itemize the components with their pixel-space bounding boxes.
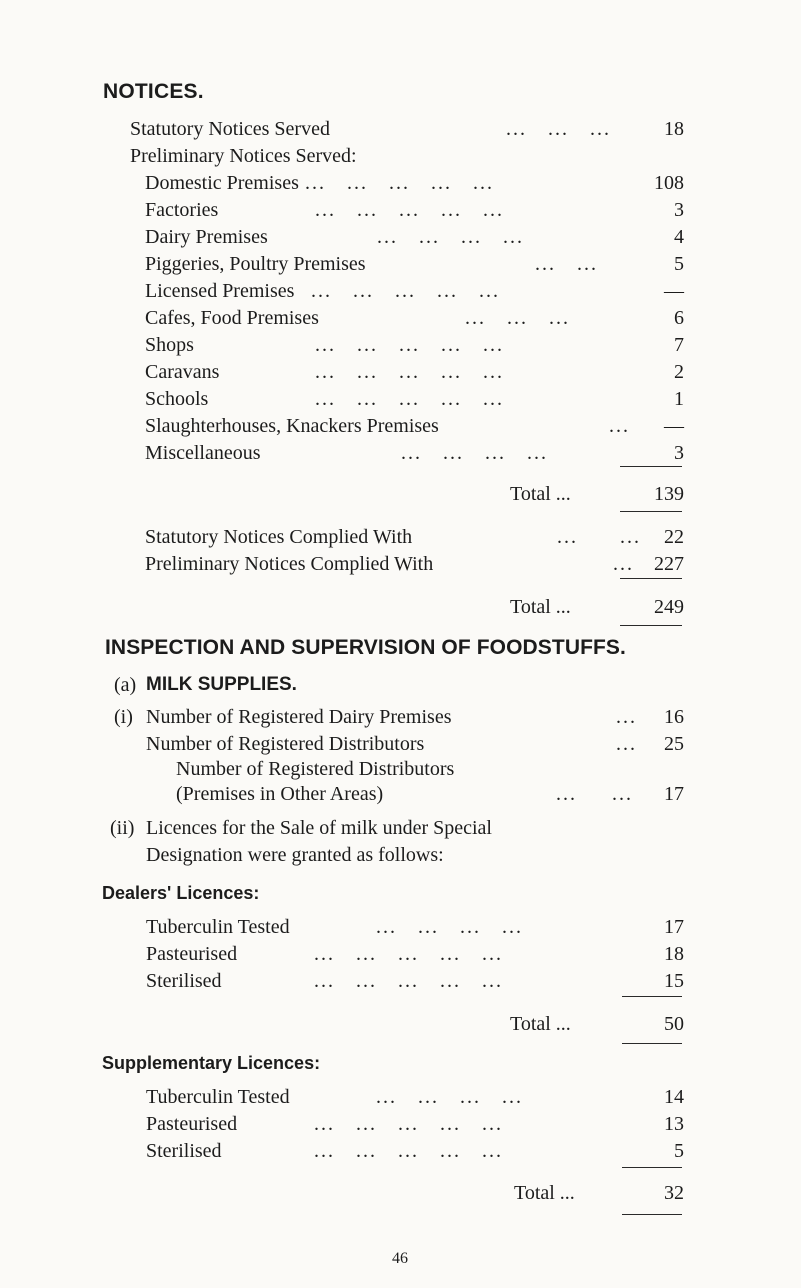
- row-label: Caravans: [145, 361, 220, 383]
- leader-dots: ... ...: [535, 253, 598, 275]
- total-rule: [620, 466, 682, 467]
- leader-dots: ... ... ... ...: [376, 916, 523, 938]
- row-label: Preliminary Notices Complied With: [145, 553, 434, 575]
- total-value: 139: [654, 483, 684, 505]
- total-rule: [622, 1214, 682, 1215]
- list-item: [145, 551, 684, 577]
- row-value: 22: [664, 526, 684, 548]
- row-value: 18: [664, 118, 684, 140]
- licences-text-line1: Licences for the Sale of milk under Special: [146, 817, 492, 839]
- list-item: [146, 731, 684, 757]
- total-value: 50: [664, 1013, 684, 1035]
- list-item: [146, 941, 684, 967]
- leader-dots: ... ... ... ... ...: [315, 334, 504, 356]
- row-label: Tuberculin Tested: [146, 916, 290, 938]
- row-label: Licensed Premises: [145, 280, 295, 302]
- list-item: [145, 305, 684, 331]
- leader-dots: ... ... ... ... ...: [305, 172, 494, 194]
- row-label: Factories: [145, 199, 219, 221]
- total-label: Total ...: [510, 483, 571, 505]
- row-label: Shops: [145, 334, 194, 356]
- row-label: Sterilised: [146, 1140, 222, 1162]
- row-value: 14: [664, 1086, 684, 1108]
- row-label: Schools: [145, 388, 209, 410]
- row-value: 13: [664, 1113, 684, 1135]
- row-label: Statutory Notices Served: [130, 118, 330, 140]
- list-item: [145, 413, 684, 439]
- leader-dots: ... ... ... ... ...: [315, 199, 504, 221]
- row-label: Number of Registered Distributors: [146, 733, 425, 755]
- row-label: Pasteurised: [146, 943, 238, 965]
- list-item: [145, 224, 684, 250]
- leader-dots: ... ...: [557, 526, 641, 548]
- leader-dots: ... ... ... ... ...: [311, 280, 500, 302]
- total-label: Total ...: [510, 1013, 571, 1035]
- total-label: Total ...: [514, 1182, 575, 1204]
- notices-heading: NOTICES.: [103, 80, 204, 103]
- row-value: 108: [654, 172, 684, 194]
- row-value: 4: [674, 226, 684, 248]
- item-i-marker: (i): [114, 706, 133, 728]
- list-item: [146, 704, 684, 730]
- total-rule: [622, 996, 682, 997]
- list-item: [145, 251, 684, 277]
- leader-dots: ...: [609, 415, 630, 437]
- leader-dots: ... ... ...: [465, 307, 570, 329]
- row-label: Piggeries, Poultry Premises: [145, 253, 366, 275]
- leader-dots: ... ... ... ... ...: [314, 1113, 503, 1135]
- total-rule: [622, 1043, 682, 1044]
- list-item: [145, 440, 684, 466]
- row-value: 5: [674, 253, 684, 275]
- row-value: 18: [664, 943, 684, 965]
- leader-dots: ... ... ... ... ...: [314, 970, 503, 992]
- milk-supplies-heading: MILK SUPPLIES.: [146, 674, 297, 695]
- row-value: 1: [674, 388, 684, 410]
- leader-dots: ... ... ... ...: [376, 1086, 523, 1108]
- row-value: 3: [674, 199, 684, 221]
- list-item: [146, 968, 684, 994]
- dealers-licences-heading: Dealers' Licences:: [102, 883, 260, 903]
- total-value: 32: [664, 1182, 684, 1204]
- row-label: Domestic Premises: [145, 172, 299, 194]
- row-value: 3: [674, 442, 684, 464]
- list-item: [145, 278, 684, 304]
- total-rule: [620, 578, 682, 579]
- total-label: Total ...: [510, 596, 571, 618]
- leader-dots: ... ... ... ... ...: [314, 943, 503, 965]
- row-label: Tuberculin Tested: [146, 1086, 290, 1108]
- list-item: [146, 914, 684, 940]
- total-rule: [620, 511, 682, 512]
- page-number: 46: [392, 1250, 408, 1267]
- subsection-a-marker: (a): [114, 674, 137, 696]
- list-item: [145, 170, 684, 196]
- total-rule: [622, 1167, 682, 1168]
- row-value: 6: [674, 307, 684, 329]
- row-value: 25: [664, 733, 684, 755]
- row-label: (Premises in Other Areas): [176, 783, 384, 805]
- leader-dots: ...: [616, 733, 637, 755]
- leader-dots: ... ... ... ...: [401, 442, 548, 464]
- row-label: Number of Registered Dairy Premises: [146, 706, 452, 728]
- row-value: 2: [674, 361, 684, 383]
- item-ii-marker: (ii): [110, 817, 135, 839]
- leader-dots: ...: [613, 553, 634, 575]
- total-value: 249: [654, 596, 684, 618]
- row-value: 17: [664, 916, 684, 938]
- licences-text-line2: Designation were granted as follows:: [146, 844, 444, 866]
- row-label: Statutory Notices Complied With: [145, 526, 413, 548]
- row-label: Miscellaneous: [145, 442, 261, 464]
- total-rule: [620, 625, 682, 626]
- leader-dots: ... ... ... ...: [377, 226, 524, 248]
- total-row: [450, 481, 684, 507]
- row-label: Cafes, Food Premises: [145, 307, 319, 329]
- statutory-notices-served-row: [130, 116, 684, 142]
- row-value: 17: [664, 783, 684, 805]
- row-value: 227: [654, 553, 684, 575]
- list-item: [146, 1084, 684, 1110]
- row-label: Number of Registered Distributors: [176, 758, 455, 780]
- row-label: Slaughterhouses, Knackers Premises: [145, 415, 439, 437]
- list-item: [145, 197, 684, 223]
- total-row: [450, 594, 684, 620]
- inspection-heading: INSPECTION AND SUPERVISION OF FOODSTUFFS.: [105, 636, 626, 659]
- leader-dots: ... ...: [556, 783, 633, 805]
- list-item: [145, 359, 684, 385]
- leader-dots: ... ... ... ... ...: [315, 361, 504, 383]
- row-label: Pasteurised: [146, 1113, 238, 1135]
- leader-dots: ... ... ...: [506, 118, 611, 140]
- leader-dots: ... ... ... ... ...: [314, 1140, 503, 1162]
- row-value: —: [664, 415, 684, 437]
- row-value: —: [664, 280, 684, 302]
- preliminary-notices-heading: Preliminary Notices Served:: [130, 145, 357, 167]
- list-item: [145, 332, 684, 358]
- row-value: 7: [674, 334, 684, 356]
- leader-dots: ...: [616, 706, 637, 728]
- list-item: [146, 1138, 684, 1164]
- row-value: 15: [664, 970, 684, 992]
- total-row: [450, 1180, 684, 1206]
- list-item: [145, 386, 684, 412]
- row-label: Dairy Premises: [145, 226, 268, 248]
- list-item: [145, 524, 684, 550]
- list-item: [146, 1111, 684, 1137]
- row-value: 16: [664, 706, 684, 728]
- leader-dots: ... ... ... ... ...: [315, 388, 504, 410]
- list-item: [176, 781, 684, 807]
- row-label: Sterilised: [146, 970, 222, 992]
- row-value: 5: [674, 1140, 684, 1162]
- total-row: [450, 1011, 684, 1037]
- supplementary-licences-heading: Supplementary Licences:: [102, 1053, 321, 1073]
